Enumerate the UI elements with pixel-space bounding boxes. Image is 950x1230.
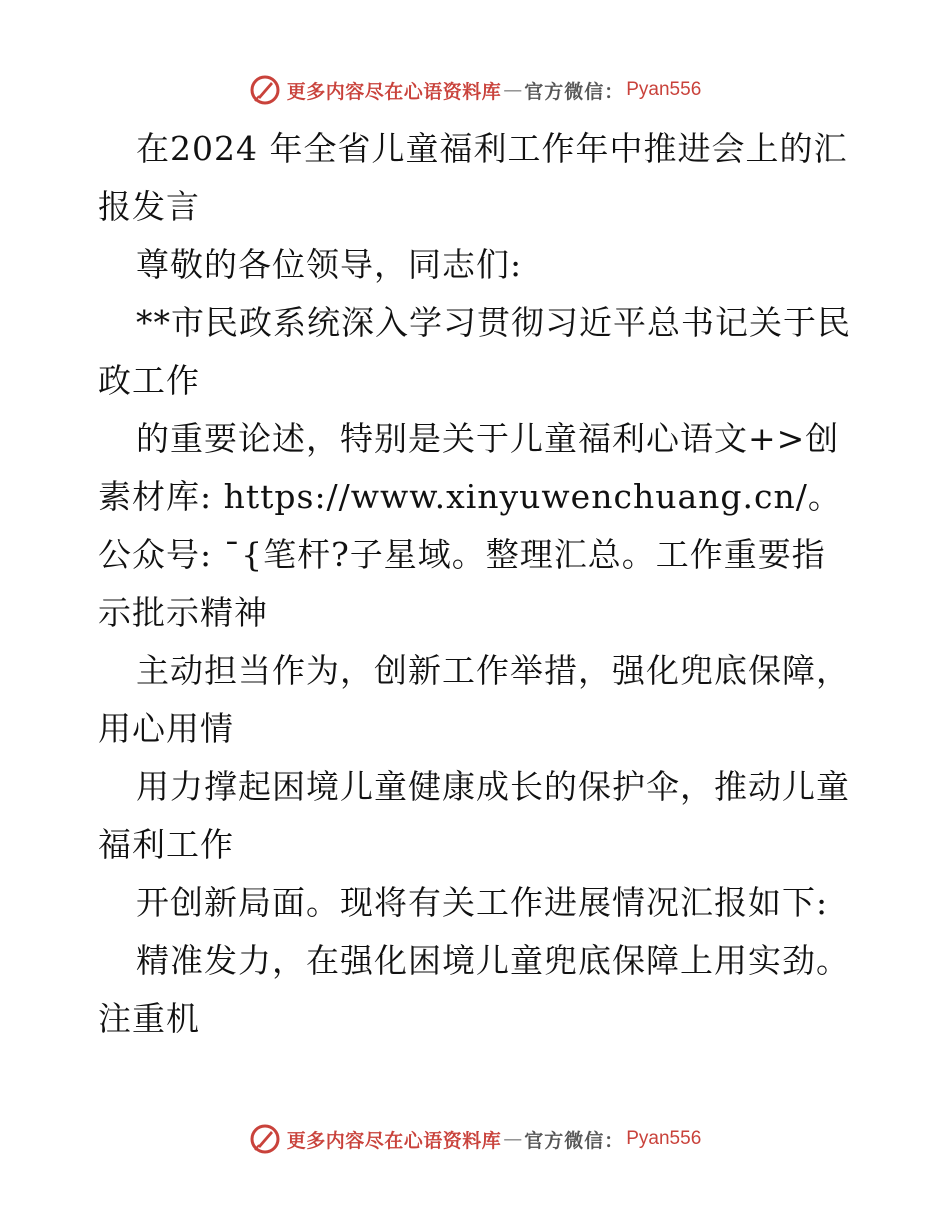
footer-site-text: 更多内容尽在心语资料库 xyxy=(286,1129,502,1152)
header-official-label: 官方微信： xyxy=(524,80,625,103)
doc-paragraph: 尊敬的各位领导，同志们: xyxy=(136,245,523,284)
footer-handle: Pyan556 xyxy=(626,1128,702,1149)
footer-official-label: 官方微信： xyxy=(524,1129,625,1152)
footer-watermark-banner xyxy=(0,1119,950,1159)
doc-paragraph: **市民政系统深入学习贯彻习近平总书记关于民政工作 xyxy=(98,303,851,400)
footer-dash: — xyxy=(503,1128,523,1150)
header-site-text: 更多内容尽在心语资料库 xyxy=(286,80,502,103)
quill-logo-icon xyxy=(249,1123,281,1155)
quill-logo-icon xyxy=(249,74,281,106)
doc-paragraph: 在2024 年全省儿童福利工作年中推进会上的汇报发言 xyxy=(98,129,848,226)
header-handle: Pyan556 xyxy=(626,79,702,100)
doc-paragraph: 开创新局面。现将有关工作进展情况汇报如下: xyxy=(136,883,829,922)
doc-paragraph: 精准发力，在强化困境儿童兜底保障上用实劲。注重机 xyxy=(98,941,850,1038)
doc-paragraph: 主动担当作为，创新工作举措，强化兜底保障，用心用情 xyxy=(98,651,850,748)
header-watermark-banner xyxy=(0,70,950,110)
doc-paragraph: 用力撑起困境儿童健康成长的保护伞，推动儿童福利工作 xyxy=(98,767,850,864)
doc-paragraph: 的重要论述，特别是关于儿童福利心语文+>创素材库: https://www.xinyuwenchuang.cn/。公众号: ¯{笔杆?子星域。整理汇总。工作重要指示批示精神 xyxy=(98,419,842,632)
header-dash: — xyxy=(503,79,523,101)
document-body xyxy=(98,120,858,1048)
